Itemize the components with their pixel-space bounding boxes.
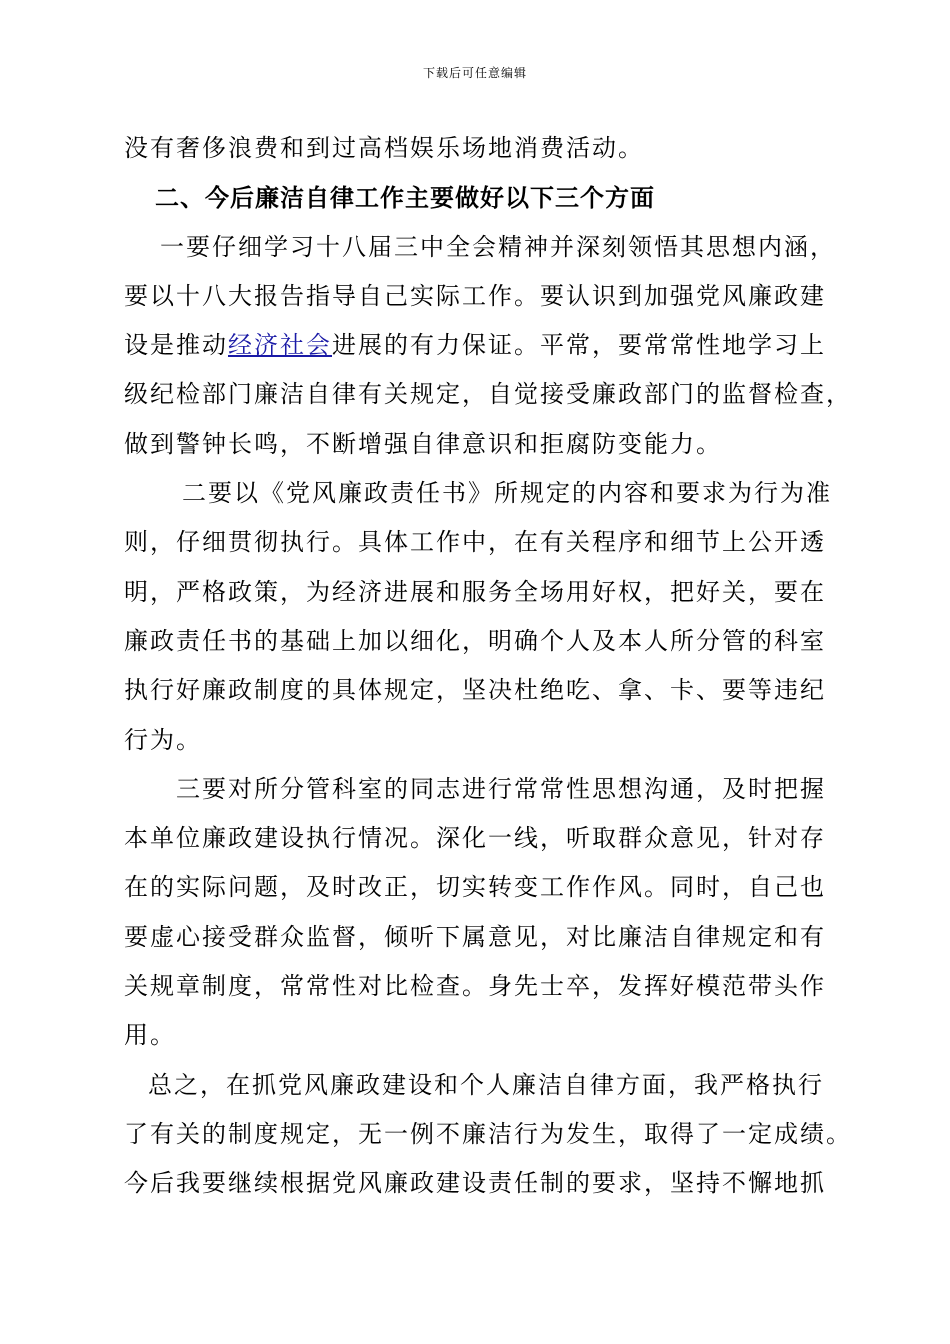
- page-header-note: 下载后可任意编辑: [422, 66, 527, 80]
- document-body: [124, 124, 852, 1209]
- paragraph-4-line-2: 了有关的制度规定，无一例不廉洁行为发生，取得了一定成绩。: [124, 1119, 852, 1148]
- paragraph-3-line-1: 三要对所分管科室的同志进行常常性思想沟通，及时把握: [176, 774, 826, 803]
- paragraph-2-line-3: 明，严格政策，为经济进展和服务全场用好权，把好关，要在: [124, 577, 826, 606]
- paragraph-2-line-2: 则，仔细贯彻执行。具体工作中，在有关程序和细节上公开透: [124, 528, 826, 557]
- paragraph-3-line-4: 要虚心接受群众监督，倾听下属意见，对比廉洁自律规定和有: [124, 922, 826, 951]
- paragraph-1-line-3-end: 进展的有力保证。平常，要常常性地学习上: [332, 331, 826, 360]
- paragraph-3-line-5: 关规章制度，常常性对比检查。身先士卒，发挥好模范带头作: [124, 972, 826, 1001]
- paragraph-1-line-4: 级纪检部门廉洁自律有关规定，自觉接受廉政部门的监督检查，: [124, 380, 852, 409]
- paragraph-3-line-2: 本单位廉政建设执行情况。深化一线，听取群众意见，针对存: [124, 824, 826, 853]
- paragraph-1-line-3-start: 设是推动: [124, 331, 228, 360]
- paragraph-1-line-2: 要以十八大报告指导自己实际工作。要认识到加强党风廉政建: [124, 281, 826, 310]
- paragraph-2-line-6: 行为。: [124, 725, 202, 754]
- paragraph-4-line-1: 总之，在抓党风廉政建设和个人廉洁自律方面，我严格执行: [148, 1070, 824, 1099]
- paragraph-3: [124, 765, 844, 1061]
- paragraph-2-line-1: 二要以《党风廉政责任书》所规定的内容和要求为行为准: [182, 479, 832, 508]
- paragraph-1-line-1: 一要仔细学习十八届三中全会精神并深刻领悟其思想内涵，: [160, 232, 836, 261]
- paragraph-3-line-3: 在的实际问题，及时改正，切实转变工作作风。同时，自己也: [124, 873, 826, 902]
- paragraph-1: [124, 223, 852, 469]
- paragraph-4-line-3: 今后我要继续根据党风廉政建设责任制的要求，坚持不懈地抓: [124, 1169, 826, 1198]
- section-heading: 二、今后廉洁自律工作主要做好以下三个方面: [155, 183, 655, 213]
- paragraph-2: [124, 469, 844, 765]
- paragraph-2-line-4: 廉政责任书的基础上加以细化，明确个人及本人所分管的科室: [124, 626, 826, 655]
- paragraph-1-line-3: [124, 321, 844, 370]
- paragraph-2-line-5: 执行好廉政制度的具体规定，坚决杜绝吃、拿、卡、要等违纪: [124, 676, 826, 705]
- paragraph-4: [124, 1061, 852, 1209]
- paragraph-1-line-5: 做到警钟长鸣，不断增强自律意识和拒腐防变能力。: [124, 429, 722, 458]
- economy-society-link[interactable]: 经济社会: [228, 331, 332, 360]
- intro-line: 没有奢侈浪费和到过高档娱乐场地消费活动。: [124, 134, 644, 162]
- paragraph-3-line-6: 用。: [124, 1021, 176, 1050]
